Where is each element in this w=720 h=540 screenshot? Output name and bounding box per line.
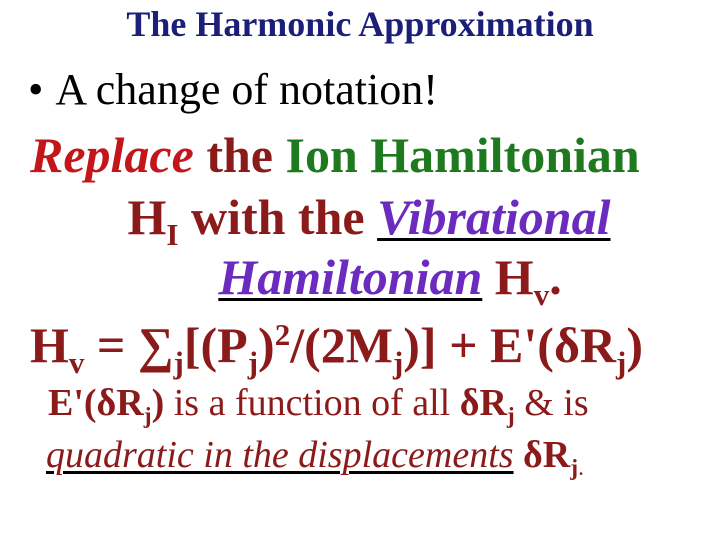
delta-r-final-subscript: j [570, 455, 579, 482]
bullet-text: A change of notation! [55, 65, 438, 114]
bullet-marker: • [28, 65, 44, 114]
replace-word: Replace [30, 127, 194, 183]
eq-div: /(2M [290, 317, 393, 373]
vibrational-word: Vibrational [377, 189, 611, 245]
eq-p-subscript: j [247, 344, 259, 380]
function-line [48, 382, 720, 430]
hi-subscript: I [166, 216, 179, 252]
with-the-text: with the [178, 189, 378, 245]
e-delta-r: E'(δR [48, 382, 144, 424]
final-period: . [578, 455, 584, 482]
replace-line [30, 127, 720, 183]
function-text: is a function of all [164, 382, 460, 424]
eq-sum-subscript: j [173, 344, 184, 380]
eq-r-subscript: j [616, 344, 627, 380]
eq-m-subscript: j [392, 344, 404, 380]
eq-end: ) [626, 317, 643, 373]
the-word: the [193, 127, 286, 183]
hi-symbol: H [127, 189, 167, 245]
e-delta-r-subscript: j [143, 403, 152, 430]
quadratic-line [46, 434, 720, 482]
delta-r-final: δR [513, 434, 571, 476]
eq-tail: )] + E'(δR [403, 317, 617, 373]
delta-r: δR [459, 382, 507, 424]
eq-h: H [30, 317, 69, 373]
hamiltonian-word: Hamiltonian [218, 249, 483, 305]
eq-close-p: ) [258, 317, 275, 373]
e-close: ) [151, 382, 165, 424]
and-is-text: & is [514, 382, 589, 424]
hamiltonian-line [0, 249, 720, 312]
quadratic-text: quadratic in the displacements [46, 434, 514, 476]
vibrational-line [0, 189, 720, 252]
eq-sum: = ∑ [84, 317, 174, 373]
eq-open: [(P [183, 317, 248, 373]
hamiltonian-equation [30, 316, 720, 380]
eq-h-subscript: v [68, 344, 85, 380]
ion-hamiltonian-text: Ion Hamiltonian [285, 127, 640, 183]
bullet-point [28, 65, 720, 114]
delta-r-subscript: j [506, 403, 515, 430]
period: . [549, 249, 562, 305]
slide-title: The Harmonic Approximation [126, 4, 594, 44]
eq-square: 2 [274, 316, 291, 352]
hv-symbol: H [482, 249, 534, 305]
hv-subscript: v [533, 276, 550, 312]
